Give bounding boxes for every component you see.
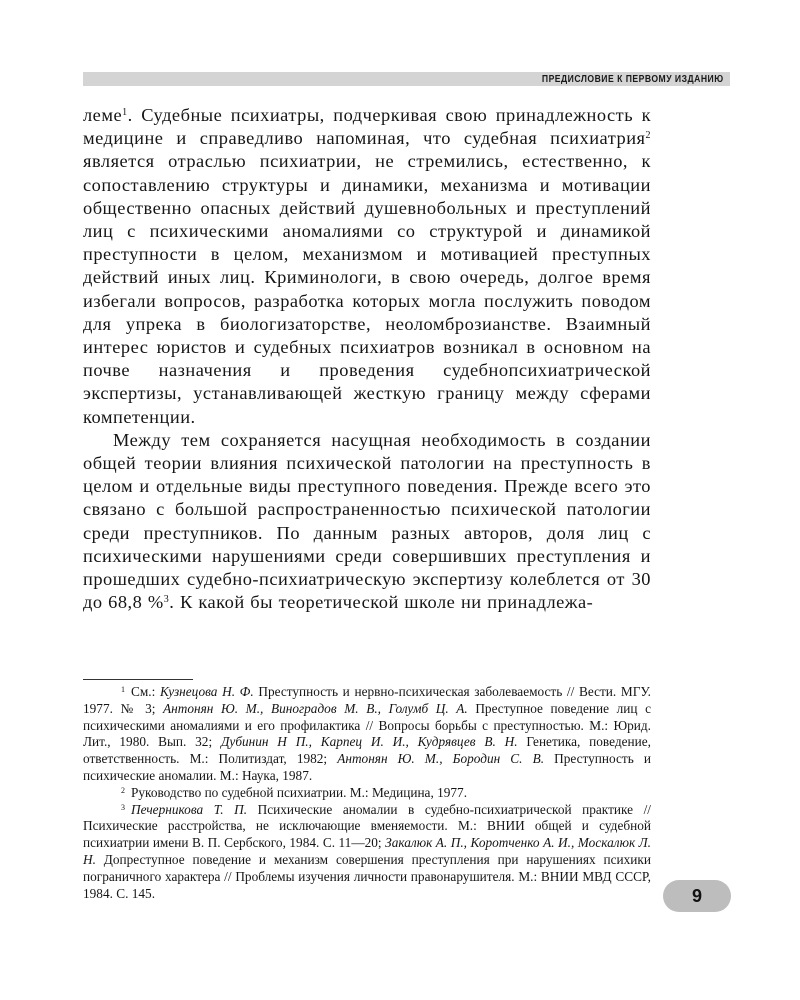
running-header-title: ПРЕДИСЛОВИЕ К ПЕРВОМУ ИЗДАНИЮ (542, 73, 724, 85)
footnote-divider (83, 679, 193, 680)
footnote-ref-3[interactable]: 3 (163, 594, 170, 606)
running-header-bar (83, 72, 730, 86)
page-number: 9 (691, 886, 702, 906)
main-text (83, 104, 651, 614)
body-paragraph-1: леме$^1$. Судебные психиатры, подчеркивая свою принадлежность к медицине и справедливо напоминая, что судебная психиатрия$^2$ является отраслью психиатрии, не стремились, естественно, к сопоставлению структуры и динамики, механизма и мотивации общественно опасных действий душевнобольных и преступлений лиц с психическими аномалиями со структурой и динамикой преступности в целом, механизмом и мотивацией преступных действий иных лиц. Криминологи, в свою очередь, долгое время избегали вопросов, разработка которых могла послужить поводом для упрека в биологизаторстве, неоломброзианстве. Взаимный интерес юристов и судебных психиатров возникал в основном на почве назначения и проведения судебнопсихиатрической экспертизы, устанавливающей жесткую границу между сферами компетенции. (83, 105, 651, 427)
footnote-number: 2 (121, 785, 125, 795)
footnote-ref-1[interactable]: 1 (122, 107, 128, 118)
footnote-2: $^2$ Руководство по судебной психиатрии. М.: Медицина, 1977. (121, 784, 468, 800)
footnote-number: 3 (121, 802, 125, 812)
page-number-badge (663, 880, 731, 912)
footnote-1: $^1$ См.: Кузнецова Н. Ф. Преступность и нервно-психическая заболеваемость // Вести. МГУ. 1977. № 3; Антонян Ю. М., Виноградов М. В., Голумб Ц. А. Преступное поведение лиц с психическими аномалиями и его профилактика // Вопросы борьбы с преступностью. М.: Юрид. Лит., 1980. Вып. 32; Дубинин Н П., Карпец И. И., Кудрявцев В. Н. Генетика, поведение, ответственность. М.: Политиздат, 1982; Антонян Ю. М., Бородин С. В. Преступность и психические аномалии. М.: Наука, 1987. (83, 684, 651, 783)
footnote-3: $^3$ Печерникова Т. П. Психические аномалии в судебно-психиатрической практике // Психические расстройства, не исключающие вменяемости. М.: ВНИИ общей и судебной психиатрии имени В. П. Сербского, 1984. С. 11—20; Закалюк А. П., Коротченко А. И., Москалюк Л. Н. Допреступное поведение и механизм совершения преступления при нарушениях психики пограничного характера // Проблемы изучения личности правонарушителя. М.: ВНИИ МВД СССР, 1984. С. 145. (83, 801, 651, 901)
footnote-ref-2[interactable]: 2 (645, 130, 651, 142)
footnotes (83, 684, 651, 902)
body-paragraph-2: Между тем сохраняется насущная необходимость в создании общей теории влияния психической патологии на преступность в целом и отдельные виды преступного поведения. Прежде всего это связано с большой распространенностью психической патологии среди преступников. По данным разных авторов, доля лиц с психическими нарушениями среди совершивших преступления и прошедших судебно-психиатрическую экспертизу колеблется от 30 до 68,8 %$^3$. К какой бы теоретической школе ни принадлежа- (83, 429, 651, 613)
footnote-number: 1 (121, 685, 125, 694)
